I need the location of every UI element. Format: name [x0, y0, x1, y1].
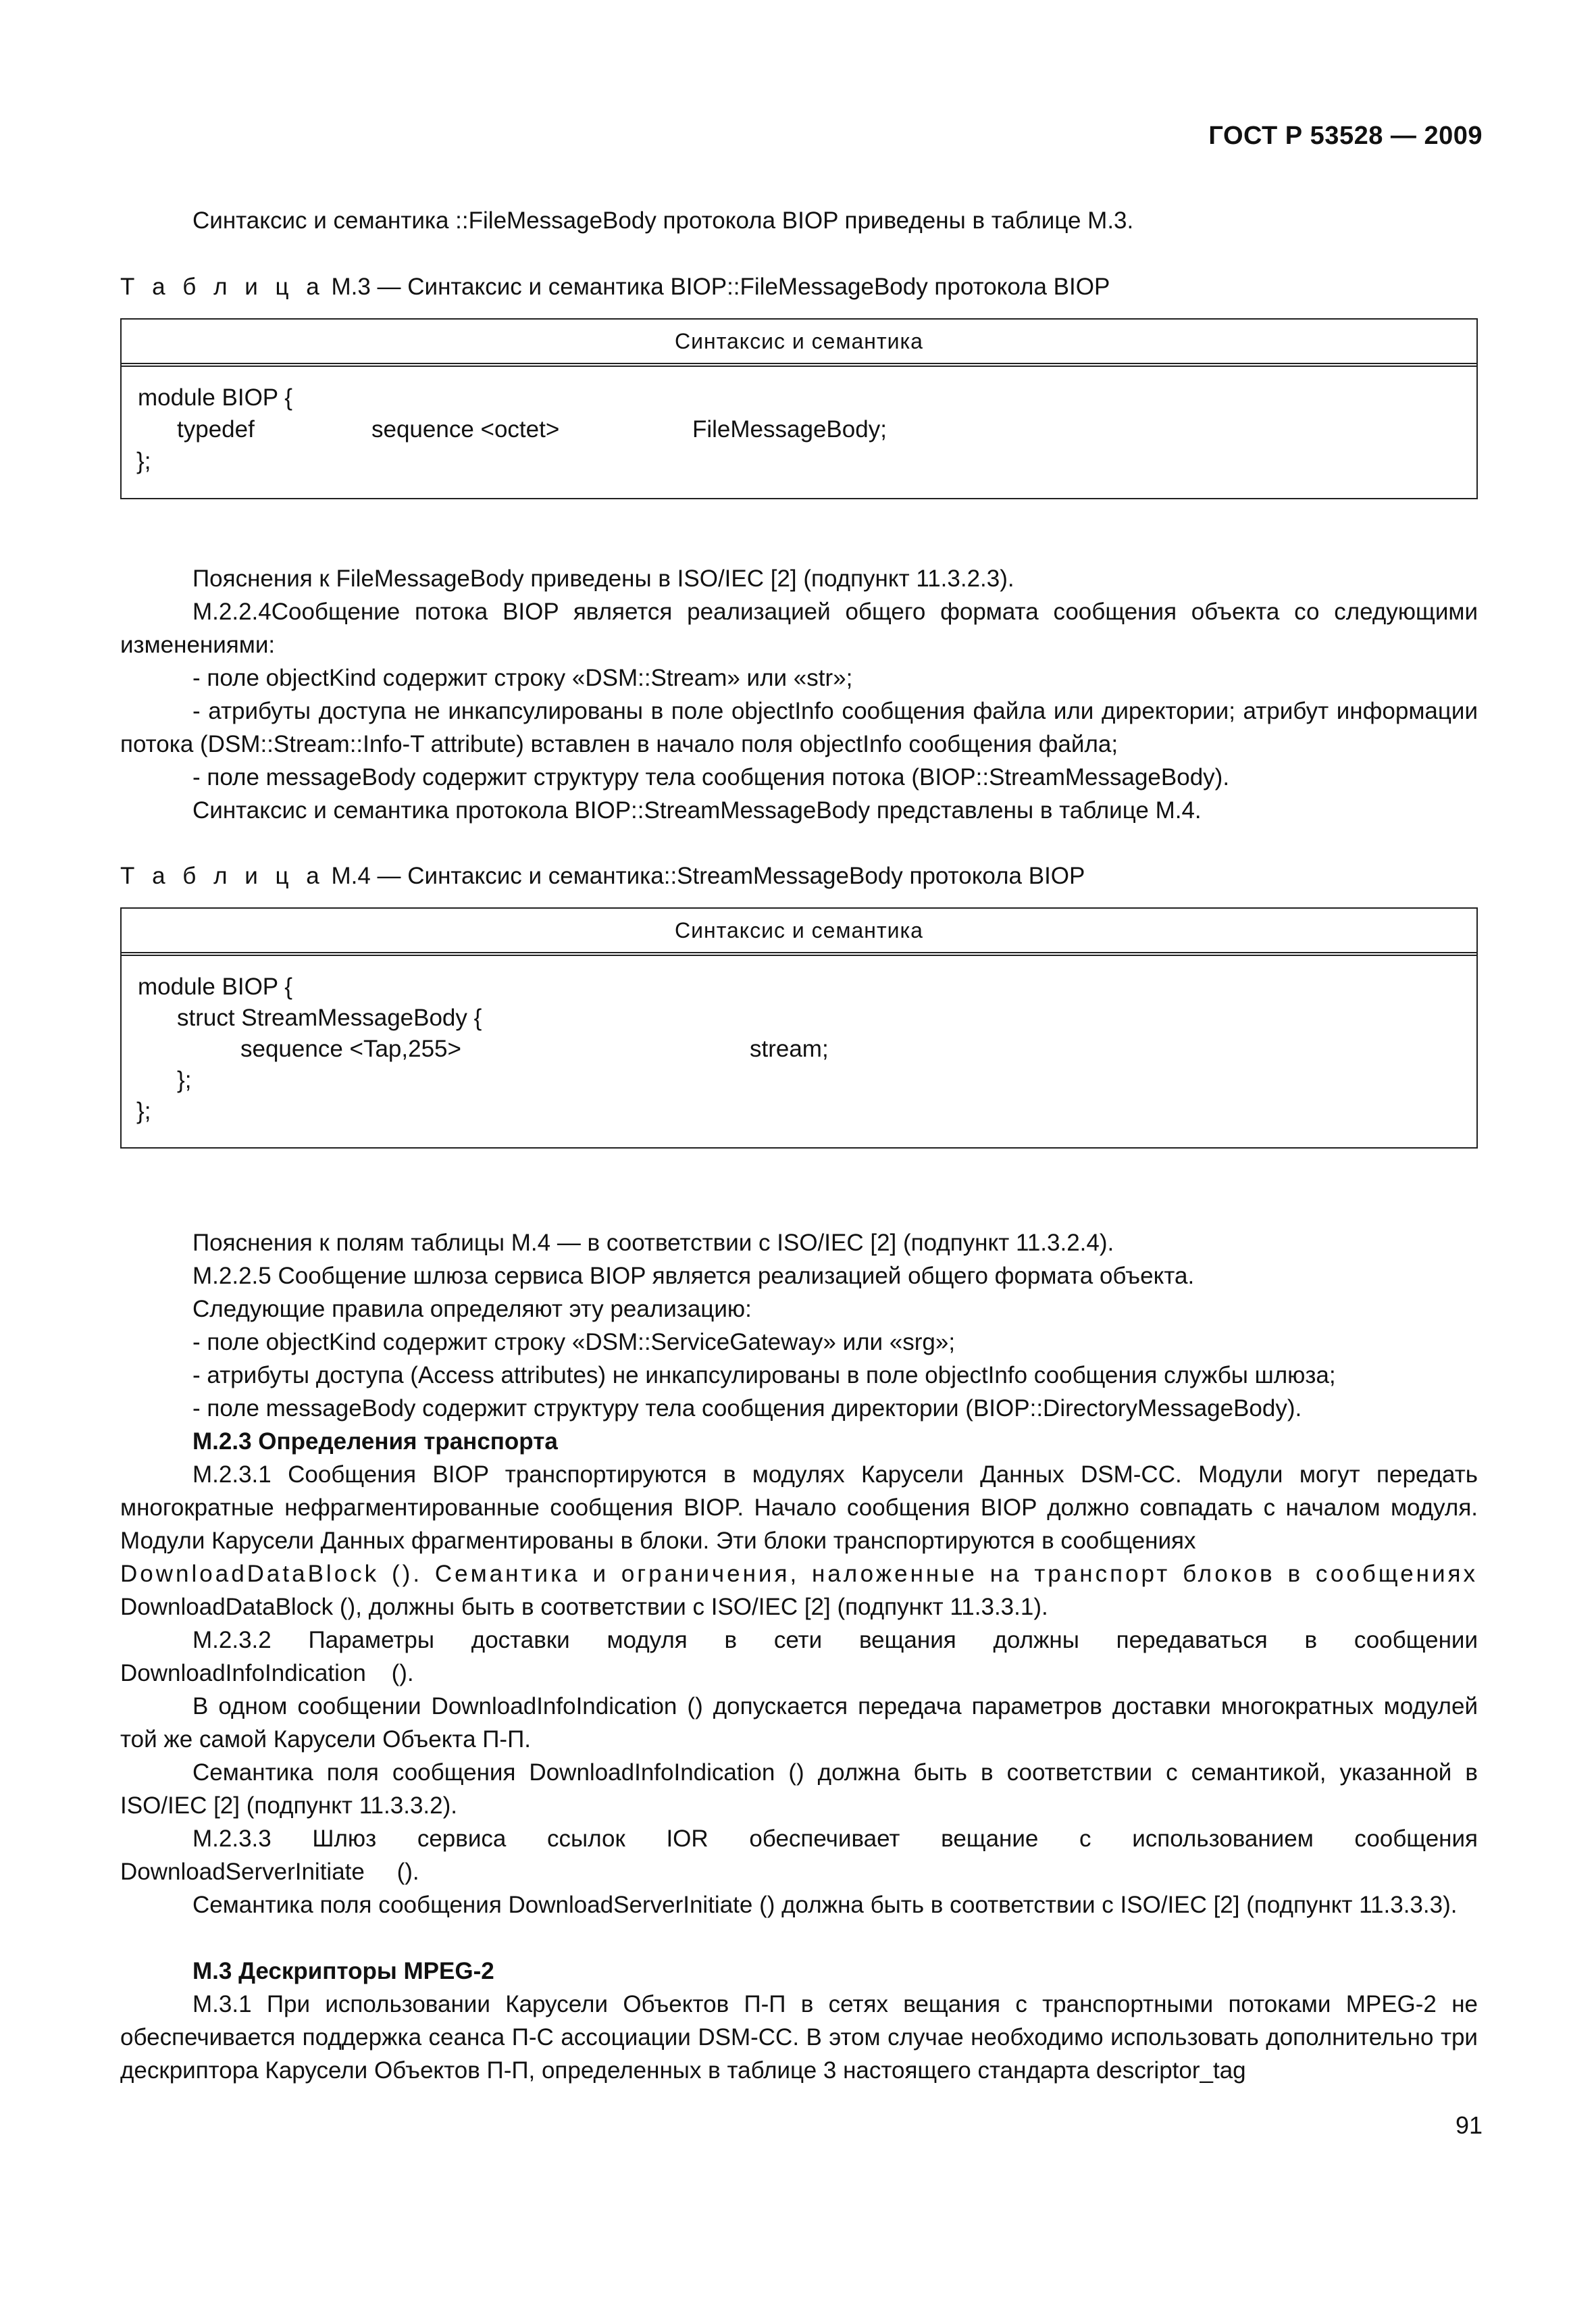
table-m4-caption-text: М.4 — Синтаксис и семантика::StreamMessageBody протокола BIOP — [324, 863, 1085, 889]
code-line: FileMessageBody; — [692, 416, 887, 443]
table-m4 — [120, 907, 1478, 1149]
paragraph-line: DownloadDataBlock (). Семантика и ограничения, наложенные на транспорт блоков в сообщениях — [120, 1561, 1478, 1587]
table-m3 — [120, 318, 1478, 499]
code-line: module BIOP { — [138, 974, 292, 1000]
code-line: sequence <Tap,255> — [240, 1036, 461, 1062]
paragraph: М.2.2.5 Сообщение шлюза сервиса BIOP является реализацией общего формата объекта. — [192, 1263, 1195, 1289]
standard-header: ГОСТ Р 53528 — 2009 — [1208, 122, 1483, 150]
table-m3-caption — [120, 270, 1110, 303]
paragraph-line: DownloadDataBlock (), должны быть в соответствии с ISO/IEC [2] (подпункт 11.3.3.1). — [120, 1594, 1048, 1620]
paragraph: - поле objectKind содержит строку «DSM::Stream» или «str»; — [192, 665, 853, 691]
code-line: }; — [177, 1067, 192, 1093]
page-number: 91 — [1455, 2111, 1483, 2139]
table-m3-caption-lead: Т а б л и ц а — [120, 274, 325, 300]
table-m4-caption — [120, 859, 1085, 892]
table-m3-header: Синтаксис и семантика — [122, 320, 1476, 367]
section-heading: М.3 Дескрипторы MPEG-2 — [192, 1958, 494, 1984]
table-m4-caption-lead: Т а б л и ц а — [120, 863, 325, 889]
code-line: sequence <octet> — [371, 416, 560, 443]
table-m4-header: Синтаксис и семантика — [122, 909, 1476, 956]
code-line: struct StreamMessageBody { — [177, 1005, 482, 1031]
paragraph: Семантика поля сообщения DownloadServerInitiate () должна быть в соответствии с ISO/IEC [2] (подпункт 11.3.3.3). — [192, 1892, 1458, 1918]
paragraph: - поле objectKind содержит строку «DSM::ServiceGateway» или «srg»; — [192, 1329, 956, 1355]
code-line: module BIOP { — [138, 384, 292, 411]
paragraph: М.2.3.3 Шлюз сервиса ссылок IOR обеспечивает вещание с использованием сообщения DownloadServerInitiate (). — [120, 1826, 1478, 1885]
code-line: stream; — [750, 1036, 829, 1062]
code-line: }; — [136, 448, 151, 474]
paragraph: Следующие правила определяют эту реализацию: — [192, 1296, 752, 1322]
paragraph: Синтаксис и семантика протокола BIOP::StreamMessageBody представлены в таблице М.4. — [192, 797, 1202, 824]
paragraph: М.2.3.1 Сообщения BIOP транспортируются в модулях Карусели Данных DSM-CC. Модули могут передать многократные нефрагментированные сообщения BIOP. Начало сообщения BIOP должно совпадать с началом модуля. Модули Карусели Данных фрагментированы в блоки. Эти блоки транспортируются в сообщениях — [120, 1461, 1478, 1554]
section-heading: М.2.3 Определения транспорта — [192, 1428, 558, 1455]
paragraph: Пояснения к полям таблицы М.4 — в соответствии с ISO/IEC [2] (подпункт 11.3.2.4). — [192, 1230, 1114, 1256]
paragraph: М.3.1 При использовании Карусели Объектов П-П в сетях вещания с транспортными потоками MPEG-2 не обеспечивается поддержка сеанса П-С ассоциации DSM-CC. В этом случае необходимо использовать дополнительно три дескриптора Карусели Объектов П-П, определенных в таблице 3 настоящего стандарта descriptor_tag — [120, 1991, 1478, 2084]
paragraph: Пояснения к FileMessageBody приведены в ISO/IEC [2] (подпункт 11.3.2.3). — [192, 565, 1014, 592]
paragraph: - поле messageBody содержит структуру тела сообщения директории (BIOP::DirectoryMessageBody). — [192, 1395, 1302, 1422]
paragraph: М.2.3.2 Параметры доставки модуля в сети вещания должны передаваться в сообщении DownloadInfoIndication (). — [120, 1627, 1478, 1686]
paragraph: - атрибуты доступа не инкапсулированы в поле objectInfo сообщения файла или директории; атрибут информации потока (DSM::Stream::Info-T attribute) вставлен в начало поля objectInfo сообщения файла; — [120, 698, 1478, 757]
paragraph: В одном сообщении DownloadInfoIndication () допускается передача параметров доставки многократных модулей той же самой Карусели Объекта П-П. — [120, 1693, 1478, 1753]
paragraph: - атрибуты доступа (Access attributes) не инкапсулированы в поле objectInfo сообщения службы шлюза; — [192, 1362, 1336, 1388]
paragraph: Семантика поля сообщения DownloadInfoIndication () должна быть в соответствии с семантикой, указанной в ISO/IEC [2] (подпункт 11.3.3.2). — [120, 1759, 1478, 1819]
table-m3-caption-text: М.3 — Синтаксис и семантика BIOP::FileMessageBody протокола BIOP — [324, 274, 1110, 300]
paragraph: М.2.2.4Сообщение потока BIOP является реализацией общего формата сообщения объекта со следующими изменениями: — [120, 599, 1478, 658]
intro-paragraph: Синтаксис и семантика ::FileMessageBody протокола BIOP приведены в таблице М.3. — [192, 207, 1134, 234]
paragraph: - поле messageBody содержит структуру тела сообщения потока (BIOP::StreamMessageBody). — [192, 764, 1230, 790]
code-line: typedef — [177, 416, 255, 443]
code-line: }; — [136, 1098, 151, 1124]
